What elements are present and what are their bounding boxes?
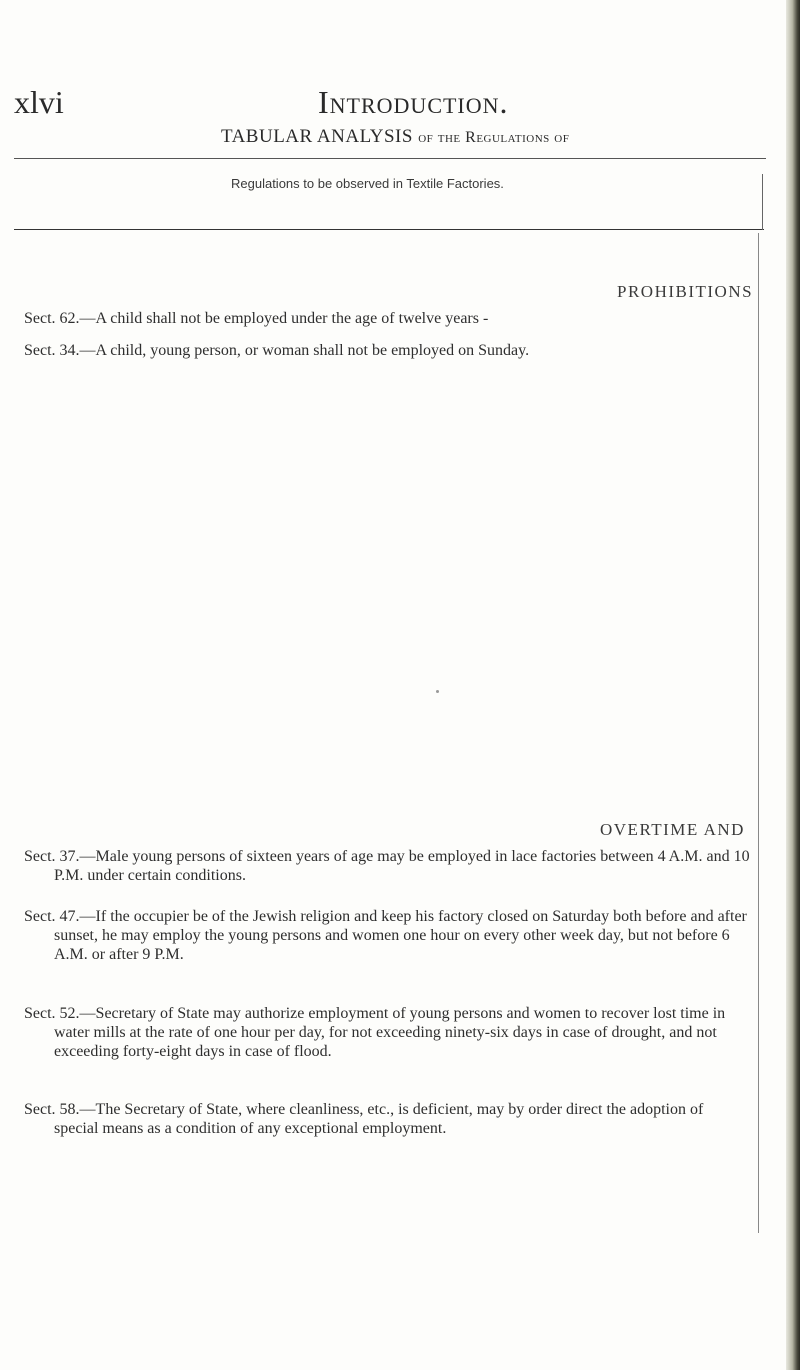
paragraph-sect-58: Sect. 58.—The Secretary of State, where cleanliness, etc., is deficient, may by order direct the adoption of special means as a condition of any exceptional employment. [24, 1101, 704, 1137]
section-heading-prohibitions: PROHIBITIONS [617, 282, 754, 301]
table-top-rule [14, 158, 766, 159]
running-title: Introduction. [318, 84, 509, 120]
paragraph-sect-34: Sect. 34.—A child, young person, or woman shall not be employed on Sunday. [24, 342, 530, 359]
paragraph-sect-47: Sect. 47.—If the occupier be of the Jewish religion and keep his factory closed on Saturday both before and after sunset, he may employ the young persons and women one hour on every other week day, but not before 6 A.M. or after 9 P.M. [24, 908, 747, 963]
paragraph-sect-62: Sect. 62.—A child shall not be employed under the age of twelve years - [24, 310, 489, 327]
column-divider-body [758, 233, 759, 1233]
column-divider [762, 174, 763, 230]
table-title-main: TABULAR ANALYSIS [221, 126, 413, 147]
paragraph-sect-37: Sect. 37.—Male young persons of sixteen years of age may be employed in lace factories between 4 A.M. and 10 P.M. under certain conditions. [24, 848, 750, 884]
stray-mark [436, 690, 439, 693]
column-heading: Regulations to be observed in Textile Factories. [231, 176, 504, 191]
page-number: xlvi [14, 84, 64, 120]
section-heading-overtime: OVERTIME AND [600, 820, 745, 839]
table-header-rule [14, 229, 764, 230]
paragraph-sect-52: Sect. 52.—Secretary of State may authorize employment of young persons and women to recover lost time in water mills at the rate of one hour per day, for not exceeding ninety-six days in case of drought, and not exceeding forty-eight days in case of flood. [24, 1005, 726, 1060]
table-title-rest: of the Regulations of [418, 129, 570, 146]
page-edge-shadow [786, 0, 800, 1370]
table-title [221, 126, 569, 148]
